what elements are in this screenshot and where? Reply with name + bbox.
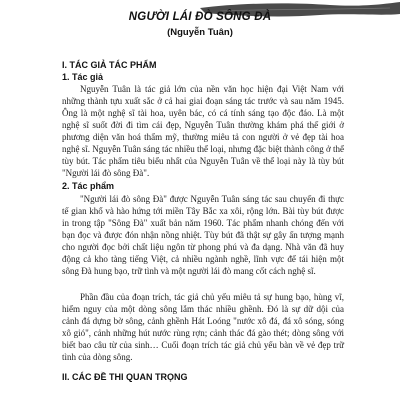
paragraph-work-2: Phần đầu của đoạn trích, tác giả chủ yếu miêu tả sự hung bạo, hùng vĩ, hiểm nguy của một dòng sông lắm thác nhiều ghềnh. Đó là sự dữ dội của cảnh đá dựng bờ sông, cảnh ghềnh Hát Loóng "nước xô đá, đá xô sóng, sóng xô gió", cảnh những hút nước rùng rợn; cảnh thác đá gào thét; dòng sông với biết bao câu từ của sinh… Cuối đoạn trích tác giả chủ yếu bàn về vẻ đẹp trữ tình của dòng sông. — [62, 292, 344, 362]
paragraph-author: Nguyễn Tuân là tác giả lớn của nền văn học hiện đại Việt Nam với những thành tựu xuất sắc ở cả hai giai đoạn sáng tác trước và sau năm 1945. Ông là một nghệ sĩ tài hoa, uyên bác, có cá tính sáng tạo độc đáo. Là một nghệ sĩ suốt đời đi tìm cái đẹp, Nguyễn Tuân thường khám phá thế giới ở phương diện văn hoá thẩm mỹ, thường miêu tả con người ở vẻ đẹp tài hoa nghệ sĩ. Nguyễn Tuân sáng tác nhiều thể loại, nhưng đặc biệt thành công ở thể tùy bút. Tác phẩm tiêu biểu nhất của Nguyễn Tuân về thể loại này là tùy bút "Người lái đò sông Đà". — [62, 84, 344, 178]
page-title: NGƯỜI LÁI ĐÒ SÔNG ĐÀ — [128, 11, 272, 23]
page-subtitle-author: (Nguyễn Tuân) — [167, 27, 233, 38]
subsection-heading-work: 2. Tác phẩm — [62, 181, 115, 191]
paragraph-work-1: "Người lái đò sông Đà" được Nguyễn Tuân sáng tác sau chuyến đi thực tế gian khổ và hào hứng tới miền Tây Bắc xa xôi, rộng lớn. Bài tùy bút được in trong tập "Sông Đà" xuất bản năm 1960. Tác phẩm nhanh chóng đến với bạn đọc và được đón nhận nồng nhiệt. Tùy bút đã thật sự gây ấn tượng mạnh cho người đọc bởi chất liệu ngôn từ phong phú và đa dạng. Nhà văn đã huy động cả kho tàng tiếng Việt, cả nhiều ngành nghề, lĩnh vực để tái hiện một sông Đà hung bạo, trữ tình và một người lái đò mang cốt cách nghệ sĩ. — [62, 194, 344, 276]
section-heading-2: II. CÁC ĐỀ THI QUAN TRỌNG — [62, 372, 188, 382]
subsection-heading-author: 1. Tác giả — [62, 72, 104, 82]
section-heading-1: I. TÁC GIẢ TÁC PHẨM — [62, 60, 157, 70]
